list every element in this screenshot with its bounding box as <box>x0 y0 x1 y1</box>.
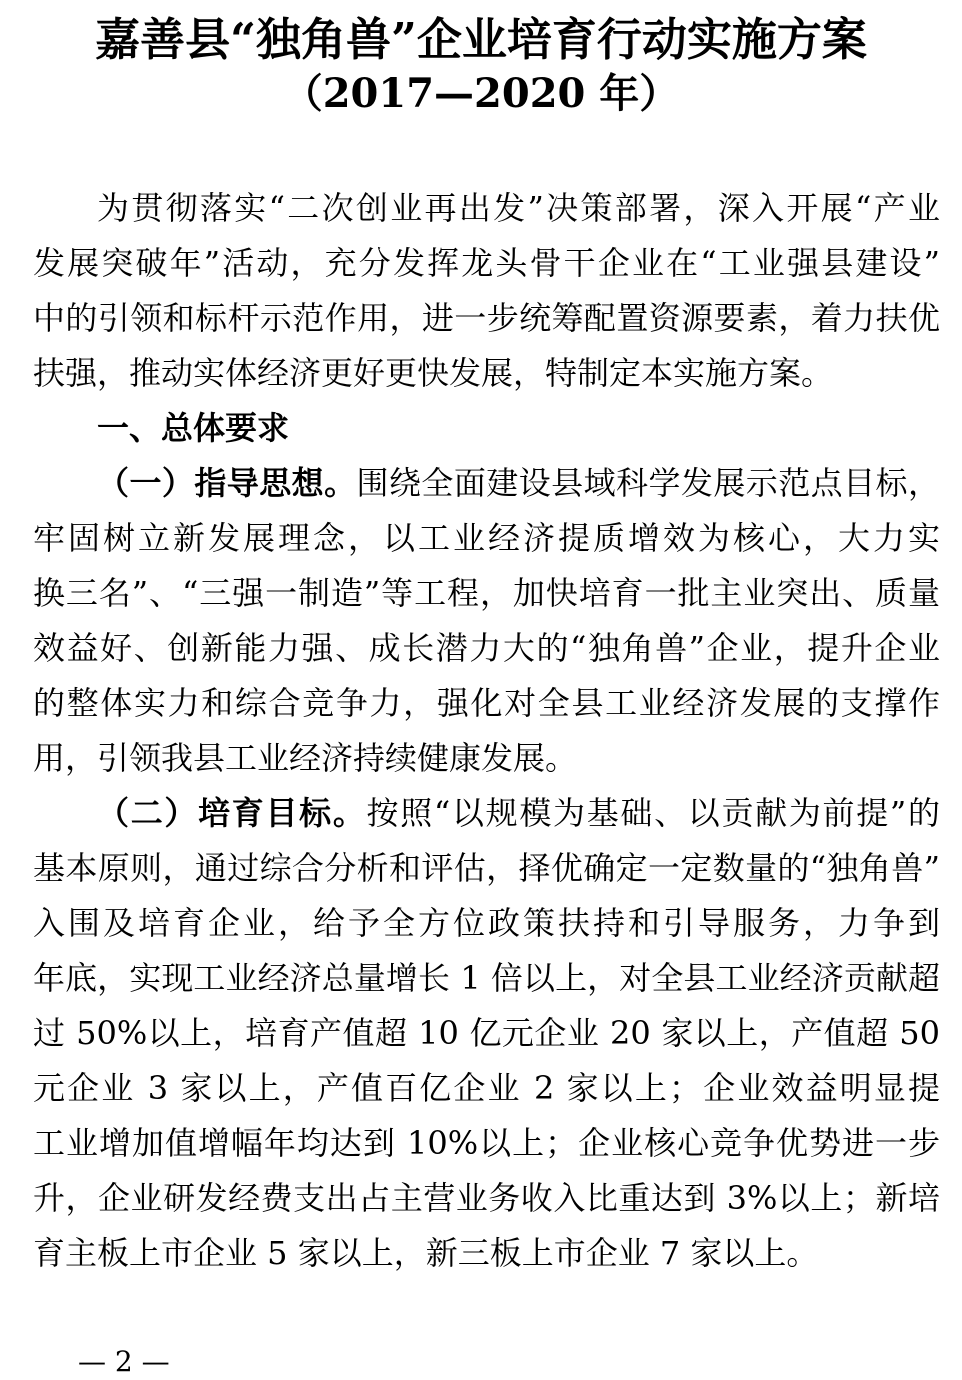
target-line: 过 50%以上，培育产值超 10 亿元企业 20 家以上，产值超 50 <box>33 1014 940 1052</box>
target-line: 年底，实现工业经济总量增长 1 倍以上，对全县工业经济贡献超 <box>33 959 940 997</box>
guiding-line: 效益好、创新能力强、成长潜力大的“独角兽”企业，提升企业 <box>33 629 940 667</box>
guiding-text: 围绕全面建设县域科学发展示范点目标， <box>356 464 940 502</box>
target-line: 基本原则，通过综合分析和评估，择优确定一定数量的“独角兽” <box>33 849 940 887</box>
target-line: 升，企业研发经费支出占主营业务收入比重达到 3%以上；新培 <box>33 1179 940 1217</box>
intro-line: 中的引领和标杆示范作用，进一步统筹配置资源要素，着力扶优 <box>33 299 940 337</box>
target-line: 育主板上市企业 5 家以上，新三板上市企业 7 家以上。 <box>33 1234 819 1272</box>
intro-line: 发展突破年”活动，充分发挥龙头骨干企业在“工业强县建设” <box>33 244 940 282</box>
target-line: 元企业 3 家以上，产值百亿企业 2 家以上；企业效益明显提 <box>33 1069 940 1107</box>
guiding-line: 用，引领我县工业经济持续健康发展。 <box>33 739 578 777</box>
page-number: — 2 — <box>78 1345 170 1378</box>
intro-line: 扶强，推动实体经济更好更快发展，特制定本实施方案。 <box>33 354 834 392</box>
document-body <box>33 181 940 1281</box>
target-lead: （二）培育目标。 <box>97 794 367 832</box>
guiding-line: 牢固树立新发展理念，以工业经济提质增效为核心，大力实 <box>33 519 940 557</box>
section-heading: 一、总体要求 <box>97 409 290 447</box>
guiding-line <box>33 456 940 511</box>
guiding-line: 换三名”、“三强一制造”等工程，加快培育一批主业突出、质量 <box>33 574 940 612</box>
document-title: 嘉善县“独角兽”企业培育行动实施方案 <box>95 13 867 66</box>
target-line: 工业增加值增幅年均达到 10%以上；企业核心竞争优势进一步 <box>33 1124 940 1162</box>
guiding-lead: （一）指导思想。 <box>97 464 357 502</box>
document-subtitle: （2017—2020 年） <box>282 70 680 117</box>
intro-line: 为贯彻落实“二次创业再出发”决策部署，深入开展“产业 <box>97 189 940 227</box>
target-line <box>33 786 940 841</box>
guiding-line: 的整体实力和综合竞争力，强化对全县工业经济发展的支撑作 <box>33 684 940 722</box>
target-text: 按照“以规模为基础、以贡献为前提”的 <box>366 794 940 832</box>
target-line: 入围及培育企业，给予全方位政策扶持和引导服务，力争到 <box>33 904 940 942</box>
